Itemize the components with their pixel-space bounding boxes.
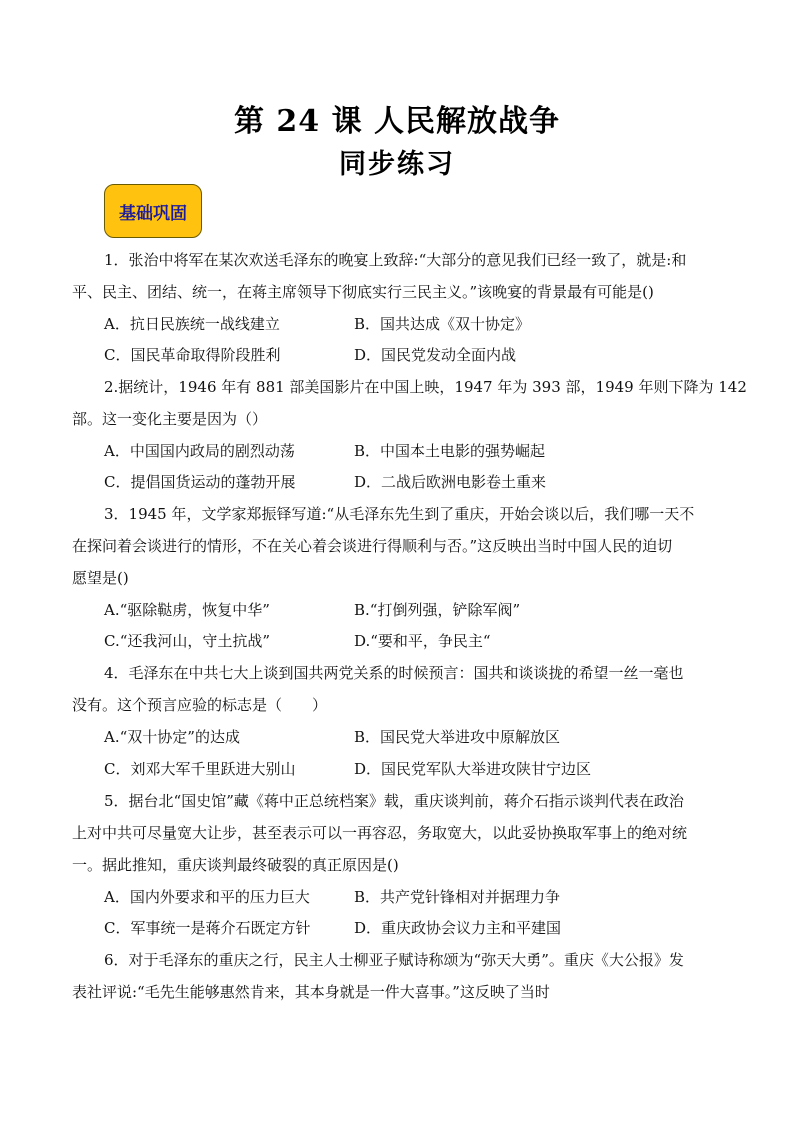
question-3-stem-line-3: 愿望是() [72, 569, 129, 587]
question-2-stem-line-2: 部。这一变化主要是因为（） [72, 410, 268, 428]
question-2-option-c: C．提倡国货运动的蓬勃开展 [104, 473, 296, 491]
question-5-stem-line-3: 一。据此推知，重庆谈判最终破裂的真正原因是() [72, 856, 399, 874]
question-4-option-c: C．刘邓大军千里跃进大别山 [104, 760, 296, 778]
question-3-option-b: B.“打倒列强，铲除军阀” [354, 601, 521, 619]
question-1-option-c: C．国民革命取得阶段胜利 [104, 346, 281, 364]
question-5-option-c: C．军事统一是蒋介石既定方针 [104, 919, 311, 937]
question-4-option-d: D．国民党军队大举进攻陕甘宁边区 [354, 760, 592, 778]
question-1-stem-line-1: 1．张治中将军在某次欢送毛泽东的晚宴上致辞:“大部分的意见我们已经一致了，就是:和 [104, 251, 687, 269]
question-2-stem-line-1: 2.据统计，1946 年有 881 部美国影片在中国上映，1947 年为 393 部，1949 年则下降为 142 [104, 378, 747, 396]
question-5-option-a: A．国内外要求和平的压力巨大 [104, 888, 310, 906]
question-1-stem-line-2: 平、民主、团结、统一，在蒋主席领导下彻底实行三民主义。”该晚宴的背景最有可能是() [72, 283, 654, 301]
question-1-option-a: A．抗日民族统一战线建立 [104, 315, 280, 333]
question-4-option-a: A.“双十协定”的达成 [104, 728, 240, 746]
question-1-option-d: D．国民党发动全面内战 [354, 346, 517, 364]
question-3-option-a: A.“驱除鞑虏，恢复中华” [104, 601, 270, 619]
question-5-option-b: B．共产党针锋相对并据理力争 [354, 888, 561, 906]
question-5-stem-line-1: 5．据台北“国史馆”藏《蒋中正总统档案》载，重庆谈判前，蒋介石指示谈判代表在政治 [104, 792, 684, 810]
question-2-option-d: D．二战后欧洲电影卷土重来 [354, 473, 547, 491]
question-2-option-a: A．中国国内政局的剧烈动荡 [104, 442, 295, 460]
question-6-stem-line-1: 6．对于毛泽东的重庆之行，民主人士柳亚子赋诗称颂为“弥天大勇”。重庆《大公报》发 [104, 951, 684, 969]
question-4-stem-line-2: 没有。这个预言应验的标志是（ ） [72, 696, 328, 714]
section-badge-label: 基础巩固 [119, 203, 187, 224]
question-1-option-b: B．国共达成《双十协定》 [354, 315, 531, 333]
question-5-stem-line-2: 上对中共可尽量宽大让步，甚至表示可以一再容忍，务取宽大，以此妥协换取军事上的绝对统 [72, 824, 688, 842]
question-3-option-d: D.“要和平，争民主“ [354, 632, 491, 650]
question-3-stem-line-2: 在探问着会谈进行的情形，不在关心着会谈进行得顺利与否。”这反映出当时中国人民的迫切 [72, 537, 673, 555]
page-subtitle: 同步练习 [339, 149, 455, 180]
page-title: 第 24 课 人民解放战争 [233, 104, 561, 139]
question-3-option-c: C.“还我河山，守土抗战” [104, 632, 271, 650]
question-2-option-b: B．中国本土电影的强势崛起 [354, 442, 546, 460]
question-5-option-d: D．重庆政协会议力主和平建国 [354, 919, 562, 937]
question-4-option-b: B．国民党大举进攻中原解放区 [354, 728, 561, 746]
question-6-stem-line-2: 表社评说:“毛先生能够惠然肯来，其本身就是一件大喜事。”这反映了当时 [72, 983, 550, 1001]
question-3-stem-line-1: 3．1945 年，文学家郑振铎写道:“从毛泽东先生到了重庆，开始会谈以后，我们哪一天不 [104, 505, 695, 523]
section-badge [104, 184, 202, 238]
question-4-stem-line-1: 4．毛泽东在中共七大上谈到国共两党关系的时候预言：国共和谈谈拢的希望一丝一毫也 [104, 664, 684, 682]
